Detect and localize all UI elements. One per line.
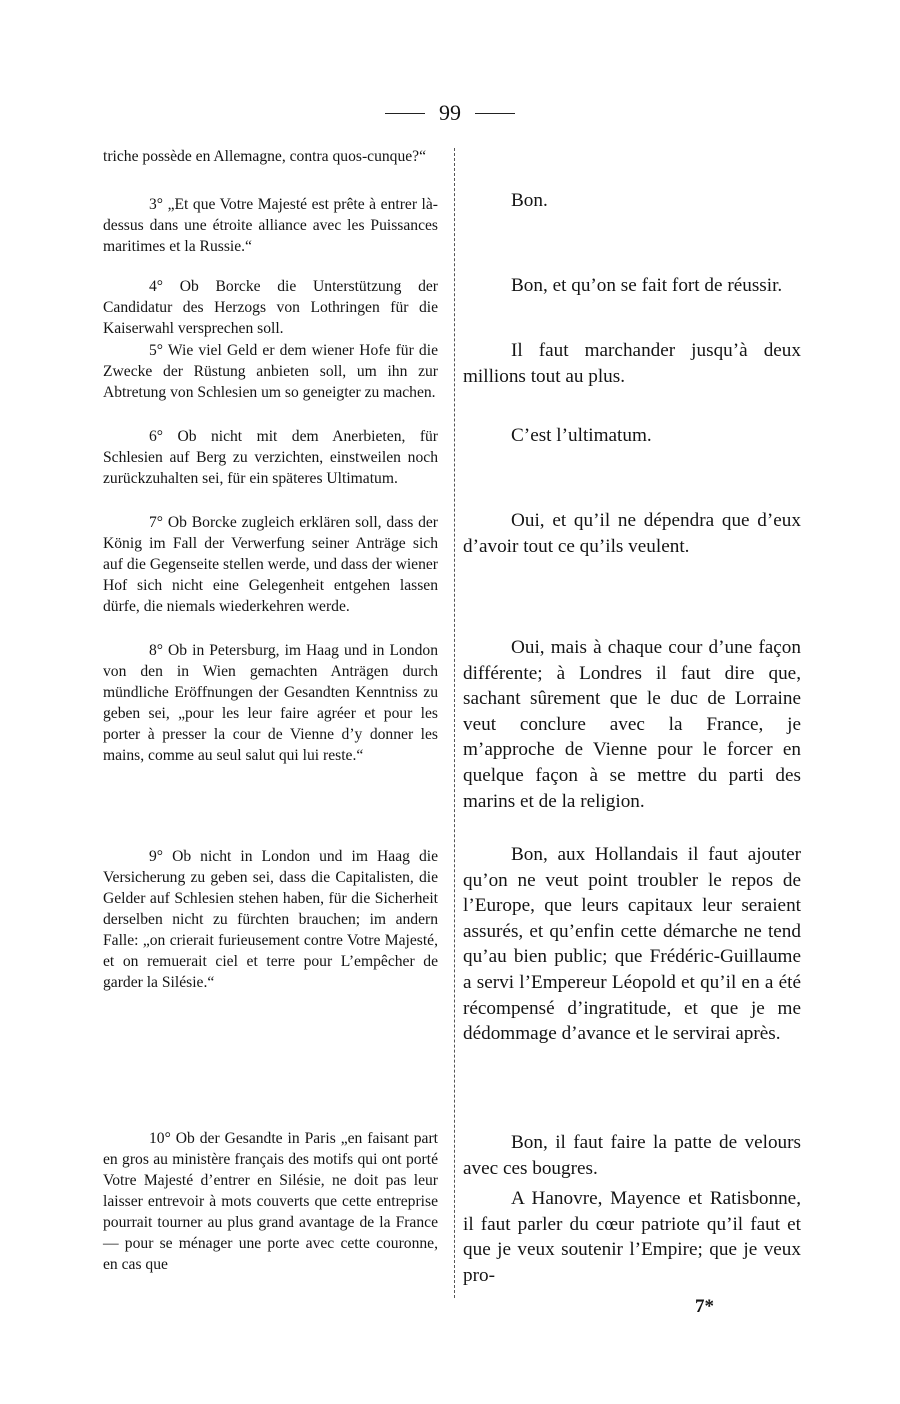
left-paragraph: 6° Ob nicht mit dem Anerbieten, für Schlesien auf Berg zu verzichten, einstweilen noch zurückzuhalten sei, für ein späteres Ultimatum. [103,428,438,487]
signature-mark: 7* [695,1296,714,1317]
left-paragraph: 4° Ob Borcke die Unterstützung der Candidatur des Herzogs von Lothringen für die Kaiserwahl versprechen soll. [103,278,438,337]
left-para-6 [103,640,438,766]
left-para-7 [103,846,438,993]
header-rule-right [475,113,515,114]
right-paragraph: Oui, et qu’il ne dépendra que d’eux d’avoir tout ce qu’ils veulent. [463,510,801,557]
left-paragraph: 10° Ob der Gesandte in Paris „en faisant part en gros au ministère français des motifs qui ont porté Votre Majesté d’entrer en Silésie, ne doit pas leur laisser entrevoir à mots couverts que cette entreprise pourrait tourner au plus grand avantage de la France — pour se ménager une porte avec cette couronne, en cas que [103,1130,438,1273]
left-paragraph: triche possède en Allemagne, contra quos-cunque?“ [103,148,427,165]
right-paragraph: C’est l’ultimatum. [511,425,652,446]
right-para-6 [463,842,801,1047]
page-number: 99 [439,100,461,125]
left-paragraph: 3° „Et que Votre Majesté est prête à entrer là-dessus dans une étroite alliance avec les Puissances maritimes et la Russie.“ [103,196,438,255]
left-para-1 [103,194,438,257]
right-paragraph: A Hanovre, Mayence et Ratisbonne, il faut parler du cœur patriote qu’il faut et que je veux soutenir l’Empire; que je veux pro- [463,1188,801,1286]
left-paragraph: 9° Ob nicht in London und im Haag die Versicherung zu geben sei, dass die Capitalisten, die Gelder auf Schlesien stehen haben, für die Sicherheit derselben nicht zu fürchten brauchen; im andern Falle: „on crierait furieusement contre Votre Majesté, et on remuerait ciel et terre pour L’empêcher de garder la Silésie.“ [103,848,438,991]
left-para-2 [103,276,438,339]
right-para-8 [463,1186,801,1288]
right-paragraph: Oui, mais à chaque cour d’une façon différente; à Londres il faut dire que, sachant sûrement que le duc de Lorraine veut conclure avec la France, je m’approche de Vienne pour le forcer en quelque façon à se mettre du parti des marins et de la religion. [463,637,801,812]
left-para-3 [103,340,438,403]
right-para-4 [463,508,801,559]
right-para-2 [463,338,801,389]
right-paragraph: Bon, il faut faire la patte de velours avec ces bougres. [463,1132,801,1179]
left-para-0 [103,146,438,167]
left-paragraph: 5° Wie viel Geld er dem wiener Hofe für die Zwecke der Rüstung anbieten soll, um ihn zur Abtretung von Schlesien um so geneigter zu machen. [103,342,438,401]
right-para-3 [463,423,801,449]
left-para-5 [103,512,438,617]
right-paragraph: Bon. [511,190,548,211]
right-paragraph: Bon, et qu’on se fait fort de réussir. [511,275,783,296]
right-para-5 [463,635,801,814]
left-para-8 [103,1128,438,1275]
right-paragraph: Bon, aux Hollandais il faut ajouter qu’on ne veut point troubler le repos de l’Europe, que leurs capitaux leur seraient assurés, et qu’enfin cette démarche ne tend qu’au bien public; que Frédéric-Guillaume a servi l’Empereur Léopold et qu’il en a été récompensé d’ingratitude, et que je me dédommage d’avance et le servirai après. [463,844,801,1045]
left-para-4 [103,426,438,489]
right-para-7 [463,1130,801,1181]
page-header [0,98,900,128]
left-paragraph: 8° Ob in Petersburg, im Haag und in London von den in Wien gemachten Anträgen durch mündliche Eröffnungen der Gesandten Kenntniss zu geben sei, „pour les leur faire agréer et pour les porter à presser la cour de Vienne d’y donner les mains, comme au seul salut qui lui reste.“ [103,642,438,764]
right-paragraph: Il faut marchander jusqu’à deux millions tout au plus. [463,340,801,387]
right-para-0 [463,188,801,214]
column-divider [454,148,455,1298]
left-paragraph: 7° Ob Borcke zugleich erklären soll, dass der König im Fall der Verwerfung seiner Anträge sich auf die Gegenseite stellen werde, und dass der wiener Hof sich nicht eine Gelegenheit entgehen lassen dürfe, die niemals wiederkehren werde. [103,514,438,615]
header-rule-left [385,113,425,114]
right-para-1 [463,273,801,299]
